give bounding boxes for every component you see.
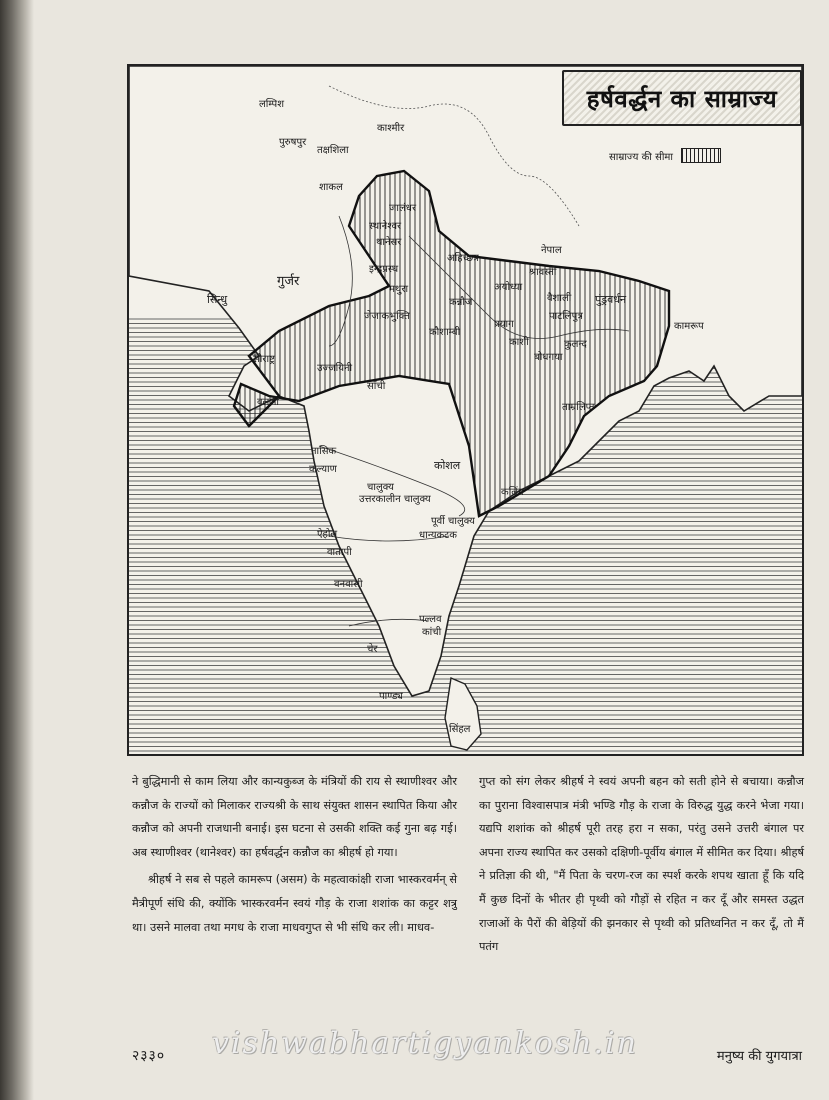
empire-map	[127, 64, 804, 756]
place-label: नेपाल	[541, 245, 562, 256]
place-label: कलिंग	[501, 487, 524, 498]
place-label: मथुरा	[389, 284, 409, 295]
paragraph: गुप्त को संग लेकर श्रीहर्ष ने स्वयं अपनी बहन को सती होने से बचाया। कन्नौज का पुराना विश्वासपात्र मंत्री भण्डि गौड़ के राजा के विरुद्ध युद्ध करने भेजा गया। यद्यपि शशांक को श्रीहर्ष पूरी तरह हरा न सका, परंतु उसने उत्तरी बंगाल पर अपना राज्य स्थापित कर उसको दक्षिणी-पूर्वीय बंगाल में सीमित कर दिया। श्रीहर्ष ने प्रतिज्ञा की थी, "मैं पिता के चरण-रज का स्पर्श करके शपथ खाता हूँ कि यदि मैं कुछ दिनों के भीतर ही पृथ्वी को गौड़ों से रहित न कर दूँ और समस्त उद्धत राजाओं के पैरों की बेड़ियों की झनकार से पृथ्वी को प्रतिध्वनित न कर दूँ, तो मैं पतंग	[479, 775, 804, 954]
place-label: पाण्ड्य	[379, 691, 403, 702]
place-label: कांची	[422, 627, 442, 638]
place-label: प्रयाग	[494, 319, 514, 330]
place-label: थानेसर	[376, 237, 402, 248]
place-label: स्थानेश्वर	[369, 221, 402, 232]
place-label: पुंड्रवर्धन	[595, 293, 627, 306]
place-label: अहिच्छत्र	[447, 253, 479, 264]
paragraph: ने बुद्धिमानी से काम लिया और कान्यकुब्ज के मंत्रियों की राय से स्थाणीश्वर और कन्नौज के राज्यों को मिलाकर राज्यश्री के साथ संयुक्त शासन स्थापित किया और कन्नौज को अपनी राजधानी बनाई। इस घटना से उसकी शक्ति कई गुना बढ़ गई। अब स्थाणीश्वर (थानेश्वर) का हर्षवर्द्धन कन्नौज का श्रीहर्ष हो गया।	[132, 775, 457, 859]
place-label: नासिक	[311, 446, 337, 457]
place-label: पाटलिपुत्र	[549, 311, 583, 322]
place-label: वलभी	[257, 397, 279, 408]
place-label: कोशल	[434, 459, 461, 472]
place-label: काशी	[509, 337, 529, 348]
place-label: कुलन्द	[564, 339, 587, 350]
place-label: लम्पिश	[259, 99, 285, 110]
page-number: २३३०	[132, 1047, 166, 1064]
place-label: इन्द्रप्रस्थ	[369, 264, 399, 275]
paragraph: श्रीहर्ष ने सब से पहले कामरूप (असम) के महत्वाकांक्षी राजा भास्करवर्मन् से मैत्रीपूर्ण संधि की, क्योंकि भास्करवर्मन स्वयं गौड़ के राजा शशांक का कट्टर शत्रु था। उसने मालवा तथा मगध के राजा माधवगुप्त से भी संधि कर ली। माधव-	[132, 873, 457, 934]
legend-hatch-swatch	[681, 148, 721, 163]
text-column-left	[132, 770, 457, 959]
place-label: उत्तरकालीन चालुक्य	[359, 494, 431, 505]
place-label: उज्जयिनी	[317, 363, 353, 374]
book-title: मनुष्य की युगयात्रा	[716, 1049, 802, 1064]
place-label: ऐहोल	[317, 529, 338, 540]
place-label: बोधगया	[534, 352, 563, 363]
place-label: सिन्धु	[207, 293, 228, 306]
place-label: कल्याण	[309, 464, 337, 475]
article-body	[132, 770, 804, 959]
place-label: शाकल	[319, 182, 343, 193]
place-label: कौशाम्बी	[429, 327, 461, 338]
place-label: वातापी	[327, 547, 352, 558]
place-label: चालुक्य	[367, 482, 394, 493]
map-drawing	[129, 66, 802, 754]
place-label: गुर्जर	[277, 274, 300, 289]
place-label: चेर	[367, 644, 378, 655]
place-label: कामरूप	[674, 321, 704, 332]
place-label: ताम्रलिप्त	[562, 402, 595, 413]
place-label: जालंधर	[389, 203, 417, 214]
place-label: कन्नौज	[449, 297, 473, 308]
place-label: अयोध्या	[494, 282, 523, 293]
place-label: सौराष्ट्र	[253, 354, 275, 365]
place-label: काश्मीर	[377, 123, 405, 134]
place-label: जेजाकभुक्ति	[364, 311, 410, 322]
place-label: पल्लव	[419, 614, 442, 625]
place-label: वनवासी	[334, 579, 363, 590]
legend-label: साम्राज्य की सीमा	[609, 151, 673, 163]
map-title: हर्षवर्द्धन का साम्राज्य	[562, 70, 802, 126]
page-footer	[132, 1040, 802, 1070]
place-label: श्रावस्ती	[529, 267, 557, 278]
site-watermark: vishwabhartigyankosh.in	[212, 1026, 638, 1061]
place-label: धान्यकटक	[419, 530, 457, 541]
place-label: सिंहल	[449, 724, 471, 735]
place-label: पूर्वी चालुक्य	[431, 516, 475, 527]
place-label: वैशाली	[547, 293, 572, 304]
text-column-right	[479, 770, 804, 959]
place-label: पुरुषपुर	[279, 137, 307, 148]
map-legend	[609, 148, 721, 163]
place-label: साँची	[367, 381, 386, 392]
book-gutter	[0, 0, 34, 1100]
place-label: तक्षशिला	[317, 145, 349, 156]
